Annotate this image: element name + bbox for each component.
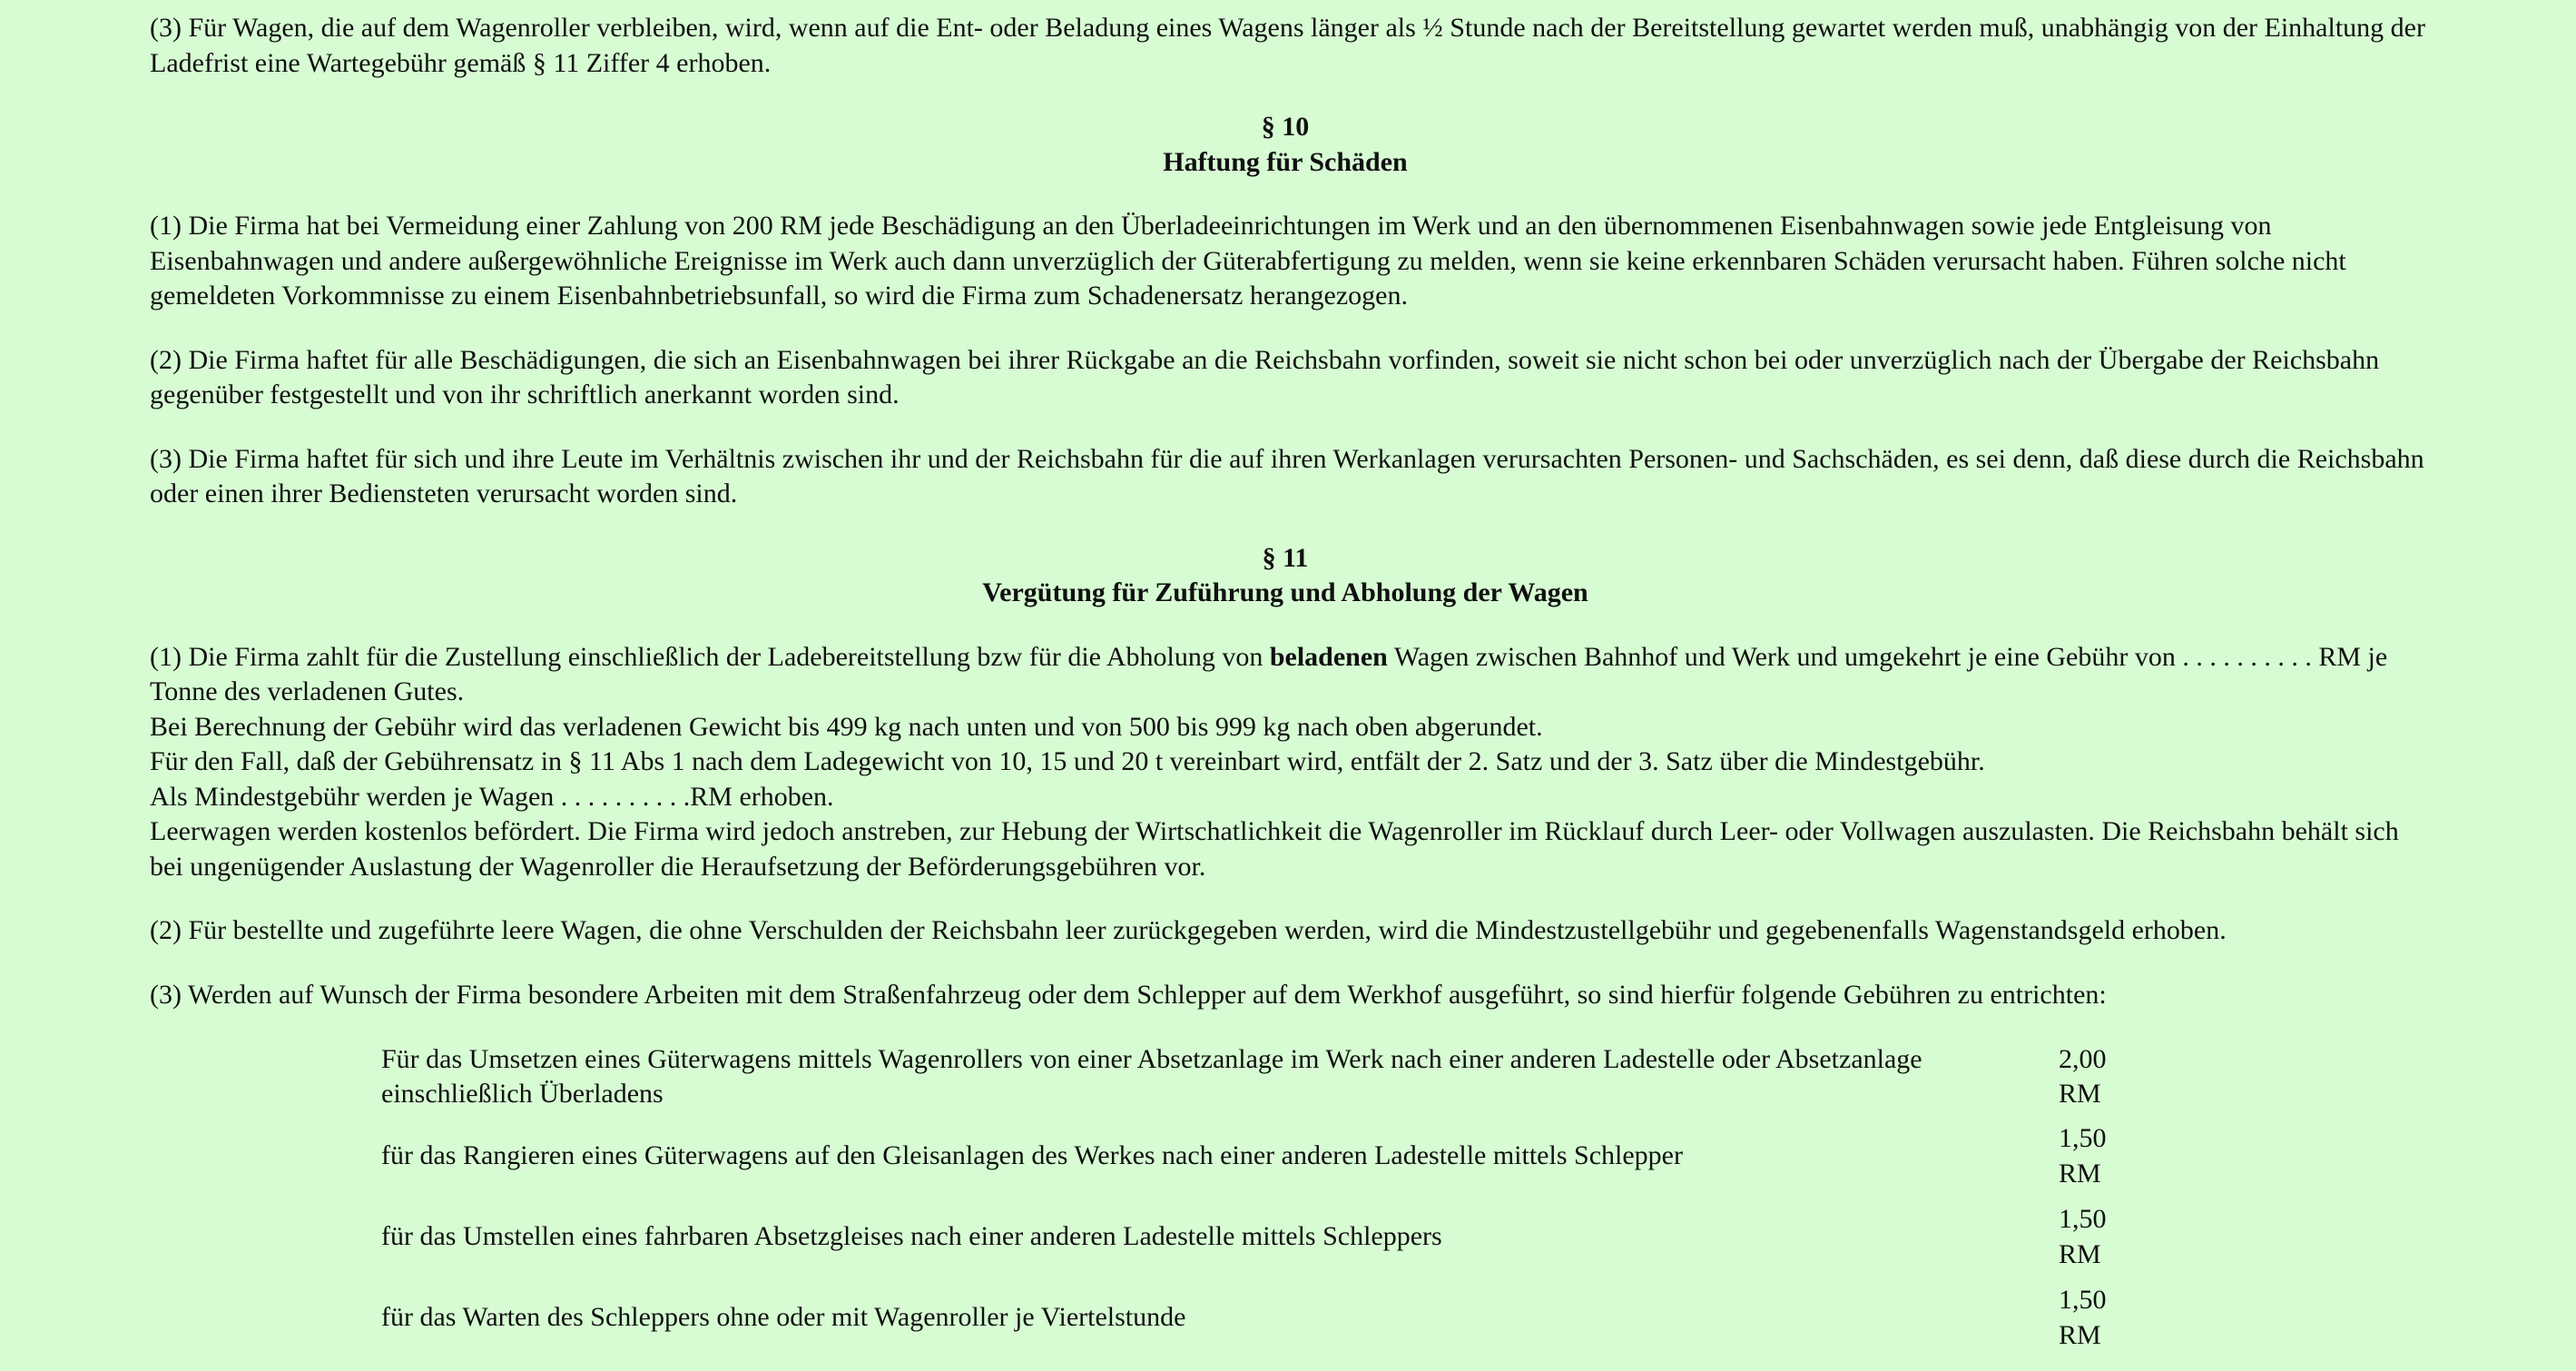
section-10-number: § 10 bbox=[1261, 112, 1310, 142]
fee-amount-value: 1,50 bbox=[2059, 1204, 2107, 1234]
fee-description: für das Rangieren eines Güterwagens auf den Gleisanlagen des Werkes nach einer anderen Ladestelle mittels Schlepper bbox=[381, 1140, 1683, 1171]
section-10-paragraph-2: (2) Die Firma haftet für alle Beschädigungen, die sich an Eisenbahnwagen bei ihrer Rückgabe an die Reichsbahn vorfinden, soweit sie nicht schon bei oder unverzüglich nach der Übergabe der Reichsbahn gegenüber festgestellt und von ihr schriftlich anerkannt worden sind. bbox=[150, 344, 2380, 409]
fee-row bbox=[381, 1038, 2131, 1116]
section-11-number: § 11 bbox=[1262, 542, 1309, 573]
section-11-paragraph-1 bbox=[150, 640, 2428, 885]
fee-description: für das Umstellen eines fahrbaren Absetzgleises nach einer anderen Ladestelle mittels Schleppers bbox=[381, 1221, 1442, 1252]
beladenen-emphasis: beladenen bbox=[1269, 641, 1388, 672]
section-10-heading bbox=[150, 110, 2421, 180]
fee-amount bbox=[2059, 1197, 2131, 1277]
fee-amount-value: 2,00 bbox=[2059, 1043, 2107, 1074]
section-11-paragraph-1-text bbox=[150, 640, 2428, 710]
section-11-paragraph-3: (3) Werden auf Wunsch der Firma besondere Arbeiten mit dem Straßenfahrzeug oder dem Schlepper auf dem Werkhof ausgeführt, so sind hierfür folgende Gebühren zu entrichten: bbox=[150, 979, 2107, 1010]
fee-row bbox=[381, 1277, 2131, 1358]
fee-amount-unit: RM bbox=[2059, 1319, 2101, 1350]
fee-text-end: Wagen zwischen Bahnhof und Werk und umgekehrt je eine Gebühr von . . . . . . . . . . RM je Tonne des verladenen Gutes. bbox=[150, 641, 2388, 706]
fee-amount-unit: RM bbox=[2059, 1158, 2101, 1189]
minimum-fee-line: Als Mindestgebühr werden je Wagen . . . . . . . . . .RM erhoben. bbox=[150, 781, 834, 812]
fee-row bbox=[381, 1197, 2131, 1277]
fee-amount-unit: RM bbox=[2059, 1079, 2101, 1109]
section-10-paragraph-3: (3) Die Firma haftet für sich und ihre Leute im Verhältnis zwischen ihr und der Reichsbahn für die auf ihren Werkanlagen verursachten Personen- und Sachschäden, es sei denn, daß diese durch die Reichsbahn oder einen ihrer Bediensteten verursacht worden sind. bbox=[150, 443, 2424, 508]
fee-table bbox=[381, 1038, 2131, 1358]
fee-amount bbox=[2059, 1116, 2131, 1197]
fee-row bbox=[381, 1116, 2131, 1197]
section-11-title: Vergütung für Zuführung und Abholung der Wagen bbox=[982, 577, 1588, 607]
section-11-paragraph-2: (2) Für bestellte und zugeführte leere Wagen, die ohne Verschulden der Reichsbahn leer zurückgegeben werden, wird die Mindestzustellgebühr und gegebenenfalls Wagenstandsgeld erhoben. bbox=[150, 915, 2227, 945]
document-content bbox=[150, 11, 2428, 1358]
section-11-heading bbox=[150, 541, 2421, 611]
section-10-title: Haftung für Schäden bbox=[1163, 146, 1408, 177]
fee-description: Für das Umsetzen eines Güterwagens mittels Wagenrollers von einer Absetzanlage im Werk nach einer anderen Ladestelle oder Absetzanlage einschließlich Überladens bbox=[381, 1043, 1922, 1109]
fee-amount bbox=[2059, 1038, 2131, 1116]
fee-amount-value: 1,50 bbox=[2059, 1285, 2107, 1315]
fee-amount-value: 1,50 bbox=[2059, 1123, 2107, 1153]
section-10-paragraph-1: (1) Die Firma hat bei Vermeidung einer Zahlung von 200 RM jede Beschädigung an den Überladeeinrichtungen im Werk und an den übernommenen Eisenbahnwagen sowie jede Entgleisung von Eisenbahnwagen und andere außergewöhnliche Ereignisse im Werk auch dann unverzüglich der Güterabfertigung zu melden, wenn sie keine erkennbaren Schäden verursacht haben. Führen solche nicht gemeldeten Vorkommnisse zu einem Eisenbahnbetriebsunfall, so wird die Firma zum Schadenersatz herangezogen. bbox=[150, 211, 2346, 311]
empty-wagon-line: Leerwagen werden kostenlos befördert. Die Firma wird jedoch anstreben, zur Hebung der Wirtschatlichkeit die Wagenroller im Rücklauf durch Leer- oder Vollwagen auszulasten. Die Reichsbahn behält sich bei ungenügender Auslastung der Wagenroller die Heraufsetzung der Beförderungsgebühren vor. bbox=[150, 816, 2399, 882]
rate-exception-line: Für den Fall, daß der Gebührensatz in § 11 Abs 1 nach dem Ladegewicht von 10, 15 und 20 t vereinbart wird, entfält der 2. Satz und der 3. Satz über die Mindestgebühr. bbox=[150, 746, 1985, 776]
fee-text-start: (1) Die Firma zahlt für die Zustellung einschließlich der Ladebereitstellung bzw für die Abholung von bbox=[150, 641, 1270, 672]
fee-description: für das Warten des Schleppers ohne oder mit Wagenroller je Viertelstunde bbox=[381, 1302, 1186, 1333]
fee-amount-unit: RM bbox=[2059, 1238, 2101, 1269]
fee-amount bbox=[2059, 1277, 2131, 1358]
weight-rounding-line: Bei Berechnung der Gebühr wird das verladenen Gewicht bis 499 kg nach unten und von 500 bis 999 kg nach oben abgerundet. bbox=[150, 711, 1543, 742]
paragraph-9-3: (3) Für Wagen, die auf dem Wagenroller verbleiben, wird, wenn auf die Ent- oder Beladung eines Wagens länger als ½ Stunde nach der Bereitstellung gewartet werden muß, unabhängig von der Einhaltung der Ladefrist eine Wartegebühr gemäß § 11 Ziffer 4 erhoben. bbox=[150, 13, 2425, 78]
